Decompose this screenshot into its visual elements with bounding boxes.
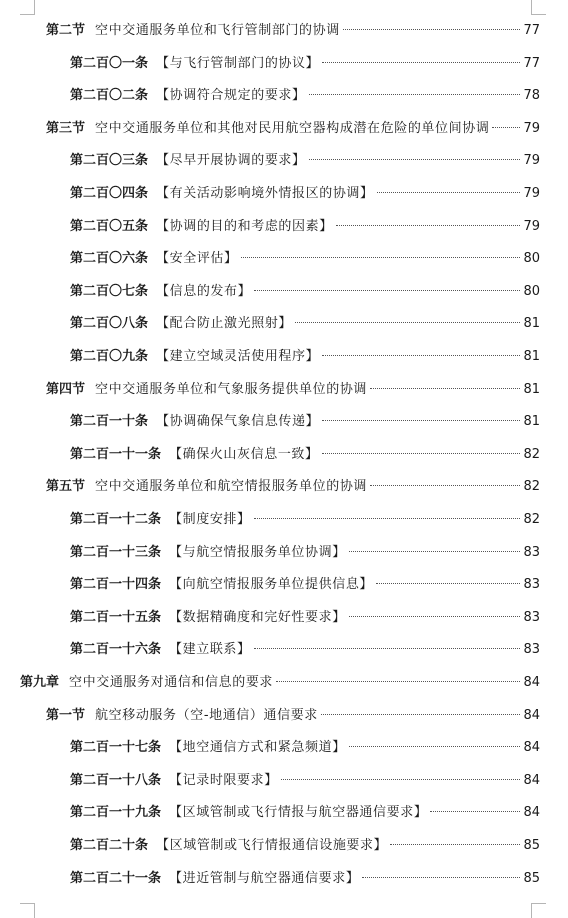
toc-entry-title: 【区域管制或飞行情报与航空器通信要求】	[169, 805, 428, 821]
toc-entry-title: 【安全评估】	[156, 251, 238, 267]
toc-entry-title: 【协调符合规定的要求】	[156, 88, 306, 104]
toc-entry-page-number: 82	[523, 479, 540, 495]
dot-leader	[309, 94, 521, 95]
toc-entry-page-number: 78	[523, 88, 540, 104]
toc-entry[interactable]	[0, 120, 540, 138]
toc-entry-title: 空中交通服务单位和其他对民用航空器构成潜在危险的单位间协调	[95, 120, 490, 136]
dot-leader	[254, 648, 521, 649]
dot-leader	[322, 420, 520, 421]
toc-entry[interactable]	[0, 707, 540, 725]
toc-entry-title: 空中交通服务单位和航空情报服务单位的协调	[95, 479, 368, 495]
dot-leader	[322, 62, 520, 63]
toc-entry-page-number: 85	[523, 870, 540, 886]
toc-entry[interactable]	[0, 348, 540, 366]
dot-leader	[276, 681, 520, 682]
toc-entry-page-number: 83	[523, 544, 540, 560]
toc-entry[interactable]	[0, 870, 540, 888]
toc-entry[interactable]	[0, 185, 540, 203]
dot-leader	[349, 746, 521, 747]
dot-leader	[377, 192, 521, 193]
toc-entry-title: 【记录时限要求】	[169, 772, 278, 788]
toc-entry-label: 第五节	[46, 479, 86, 495]
toc-entry-page-number: 84	[523, 772, 540, 788]
dot-leader	[322, 355, 520, 356]
toc-entry[interactable]	[0, 609, 540, 627]
crop-mark-bottom-right	[531, 903, 546, 918]
toc-entry-title: 【有关活动影响境外情报区的协调】	[156, 186, 374, 201]
dot-leader	[370, 388, 520, 389]
toc-entry[interactable]	[0, 576, 540, 594]
toc-entry-title: 【与飞行管制部门的协议】	[156, 55, 320, 71]
toc-entry-label: 第二百〇九条	[70, 349, 149, 364]
toc-entry[interactable]	[0, 674, 540, 692]
toc-entry[interactable]	[0, 837, 540, 855]
toc-entry-label: 第三节	[46, 120, 86, 136]
toc-entry-label: 第二百〇一条	[70, 55, 149, 71]
toc-entry-page-number: 81	[523, 316, 540, 332]
toc-entry-title: 【向航空情报服务单位提供信息】	[169, 577, 374, 593]
dot-leader	[309, 159, 521, 160]
toc-entry-page-number: 81	[523, 414, 540, 430]
dot-leader	[430, 811, 520, 812]
dot-leader	[336, 225, 521, 226]
toc-entry[interactable]	[0, 315, 540, 333]
toc-entry-title: 【与航空情报服务单位协调】	[169, 544, 346, 560]
toc-entry-label: 第一节	[46, 707, 86, 723]
toc-entry-label: 第二百一十八条	[70, 772, 162, 788]
toc-entry-label: 第二百〇六条	[70, 251, 149, 267]
dot-leader	[254, 518, 521, 519]
dot-leader	[376, 583, 520, 584]
toc-entry-title: 空中交通服务单位和飞行管制部门的协调	[95, 23, 340, 38]
toc-entry-label: 第二百〇八条	[70, 316, 149, 332]
toc-entry-page-number: 77	[523, 23, 540, 38]
dot-leader	[321, 714, 521, 715]
dot-leader	[349, 616, 521, 617]
toc-entry-label: 第二百一十六条	[70, 642, 162, 658]
toc-entry-page-number: 77	[523, 55, 540, 71]
dot-leader	[343, 29, 521, 30]
toc-entry-page-number: 80	[523, 251, 540, 267]
toc-entry[interactable]	[0, 446, 540, 464]
toc-entry-title: 【数据精确度和完好性要求】	[169, 609, 346, 625]
toc-entry-title: 【协调的目的和考虑的因素】	[156, 218, 333, 234]
dot-leader	[349, 551, 521, 552]
toc-entry-page-number: 84	[523, 707, 540, 723]
toc-entry[interactable]	[0, 511, 540, 529]
toc-entry-page-number: 84	[523, 805, 540, 821]
dot-leader	[241, 257, 521, 258]
toc-entry-title: 【建立联系】	[169, 642, 251, 658]
dot-leader	[322, 453, 521, 454]
toc-entry-page-number: 80	[523, 283, 540, 299]
toc-entry-title: 【进近管制与航空器通信要求】	[169, 870, 360, 886]
toc-entry[interactable]	[0, 641, 540, 659]
toc-entry-label: 第二百〇四条	[70, 186, 149, 201]
toc-entry-page-number: 83	[523, 609, 540, 625]
toc-entry-label: 第二百一十五条	[70, 609, 162, 625]
toc-entry-title: 【建立空域灵活使用程序】	[156, 349, 320, 364]
toc-entry-label: 第二百二十一条	[70, 870, 162, 886]
toc-entry-label: 第二百一十四条	[70, 577, 162, 593]
toc-entry[interactable]	[0, 413, 540, 431]
toc-entry-page-number: 79	[523, 218, 540, 234]
toc-entry-title: 【地空通信方式和紧急频道】	[169, 740, 346, 756]
toc-entry-label: 第四节	[46, 381, 86, 397]
toc-entry-label: 第二百一十一条	[70, 446, 162, 462]
toc-entry-page-number: 83	[523, 642, 540, 658]
toc-entry-title: 航空移动服务（空-地通信）通信要求	[95, 707, 318, 723]
toc-entry-page-number: 81	[523, 349, 540, 364]
toc-entry[interactable]	[0, 250, 540, 268]
toc-entry-title: 【尽早开展协调的要求】	[156, 153, 306, 169]
toc-entry-page-number: 79	[523, 186, 540, 201]
toc-entry-title: 【制度安排】	[169, 512, 251, 527]
toc-entry[interactable]	[0, 381, 540, 399]
toc-entry-label: 第二百〇五条	[70, 218, 149, 234]
dot-leader	[295, 322, 520, 323]
toc-entry-label: 第二百二十条	[70, 838, 149, 853]
toc-entry-label: 第二百一十九条	[70, 805, 162, 821]
toc-entry-page-number: 82	[523, 446, 540, 462]
toc-entry[interactable]	[0, 478, 540, 496]
toc-entry-page-number: 82	[523, 512, 540, 527]
toc-entry[interactable]	[0, 218, 540, 236]
toc-entry-label: 第二百一十三条	[70, 544, 162, 560]
toc-entry-label: 第九章	[20, 675, 60, 690]
toc-entry-page-number: 81	[523, 381, 540, 397]
toc-entry-page-number: 84	[523, 740, 540, 756]
dot-leader	[390, 844, 520, 845]
toc-entry-title: 【协调确保气象信息传递】	[156, 414, 320, 430]
toc-entry-label: 第二百〇七条	[70, 283, 149, 299]
dot-leader	[370, 485, 520, 486]
toc-entry[interactable]	[0, 22, 540, 40]
crop-mark-top-right	[531, 0, 546, 15]
crop-mark-bottom-left	[20, 903, 35, 918]
dot-leader	[254, 290, 520, 291]
toc-entry-title: 空中交通服务对通信和信息的要求	[69, 675, 274, 690]
toc-entry-label: 第二百〇二条	[70, 88, 149, 104]
toc-entry-page-number: 85	[523, 838, 540, 853]
toc-entry[interactable]	[0, 283, 540, 301]
toc-entry-label: 第二百一十二条	[70, 512, 162, 527]
dot-leader	[492, 127, 520, 128]
toc-entry-page-number: 79	[523, 153, 540, 169]
dot-leader	[362, 877, 520, 878]
toc-entry[interactable]	[0, 152, 540, 170]
toc-entry[interactable]	[0, 87, 540, 105]
toc-entry[interactable]	[0, 544, 540, 562]
toc-entry-page-number: 79	[523, 120, 540, 136]
toc-entry-label: 第二节	[46, 23, 86, 38]
toc-entry-label: 第二百一十条	[70, 414, 149, 430]
dot-leader	[281, 779, 521, 780]
toc-entry[interactable]	[0, 804, 540, 822]
toc-entry-title: 【配合防止激光照射】	[156, 316, 293, 332]
toc-entry-page-number: 83	[523, 577, 540, 593]
toc-entry-title: 空中交通服务单位和气象服务提供单位的协调	[95, 381, 368, 397]
toc-entry-title: 【信息的发布】	[156, 283, 252, 299]
toc-entry[interactable]	[0, 772, 540, 790]
crop-mark-top-left	[20, 0, 35, 15]
toc-entry-page-number: 84	[523, 675, 540, 690]
toc-entry-label: 第二百一十七条	[70, 740, 162, 756]
toc-entry-label: 第二百〇三条	[70, 153, 149, 169]
toc-entry[interactable]	[0, 739, 540, 757]
toc-entry-title: 【区域管制或飞行情报通信设施要求】	[156, 838, 388, 853]
toc-entry[interactable]	[0, 55, 540, 73]
toc-entry-title: 【确保火山灰信息一致】	[169, 446, 319, 462]
